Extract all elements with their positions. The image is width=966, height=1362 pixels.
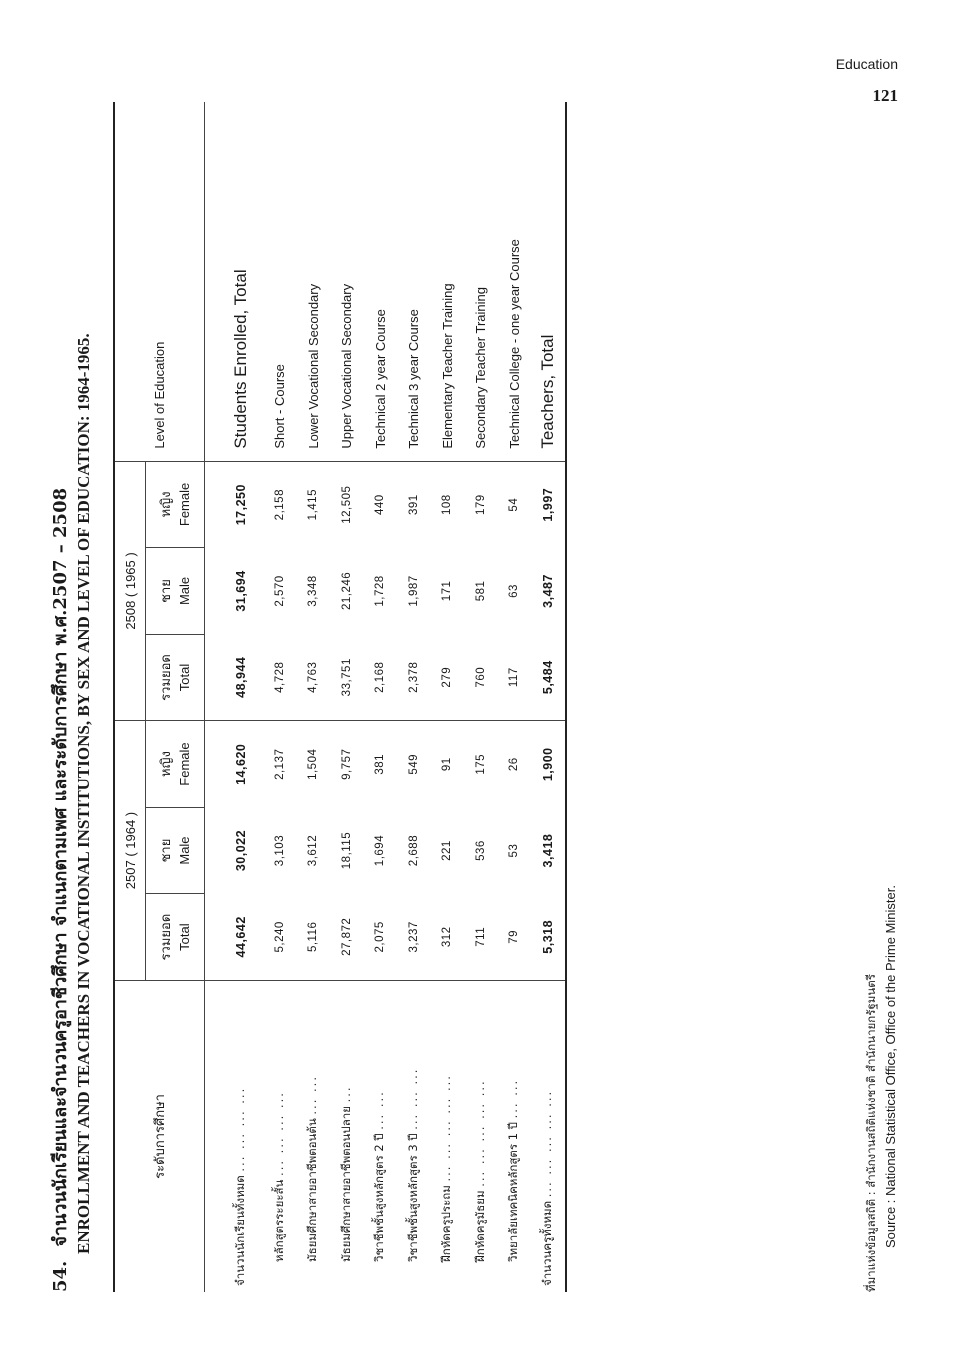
running-header: Education — [835, 56, 898, 72]
table-row: ฝึกหัดครูมัธยม ... ... ... ... ... 711 536 175 760 581 179 Secondary Teacher Training — [464, 102, 498, 1292]
column-header-level-of-education: Level of Education — [114, 102, 205, 461]
table-row: มัธยมศึกษาสายอาชีพตอนต้น ... ... 5,116 3,612 1,504 4,763 3,348 1,415 Lower Vocational Secondary — [297, 102, 331, 1292]
table-row: หลักสูตรระยะสั้น ... ... ... ... 5,240 3,103 2,137 4,728 2,570 2,158 Short - Course — [263, 102, 297, 1292]
source-thai: ที่มาแห่งข้อมูลสถิติ : สำนักงานสถิติแห่งชาติ สำนักนายกรัฐมนตรี — [864, 974, 878, 1292]
table-row: จำนวนครูทั้งหมด ... ... ... ... ... 5,318 3,418 1,900 5,484 3,487 1,997 Teachers, Total — [531, 102, 566, 1292]
title-thai: จำนวนนักเรียนและจำนวนครูอาชีวศึกษา จำแนกตามเพศ และระดับการศึกษา พ.ศ.2507 – 2508 — [50, 487, 71, 1247]
subheader-total-1965: รวมยอด Total — [146, 634, 205, 721]
year-header-1965: 2508 ( 1965 ) — [114, 461, 146, 721]
table-row: วิชาชีพชั้นสูงหลักสูตร 3 ปี ... ... ... 3,237 2,688 549 2,378 1,987 391 Technical 3 year Course — [397, 102, 431, 1292]
table-title — [45, 72, 94, 1292]
table-row: ฝึกหัดครูประถม ... ... ... ... ... 312 221 91 279 171 108 Elementary Teacher Training — [431, 102, 465, 1292]
subheader-female-1964: หญิง Female — [146, 721, 205, 808]
column-header-thai-level: ระดับการศึกษา — [114, 980, 205, 1292]
table-body — [205, 102, 566, 1292]
table-row: วิทยาลัยเทคนิคหลักสูตร 1 ปี ... ... 79 53 26 117 63 54 Technical College - one year Course — [498, 102, 532, 1292]
enrollment-table — [113, 102, 567, 1292]
source-english: Source : National Statistical Office, Office of the Prime Minister. — [883, 885, 898, 1248]
rotated-table-page — [43, 62, 913, 1302]
table-row: จำนวนนักเรียนทั้งหมด ... ... ... ... 44,642 30,022 14,620 48,944 31,694 17,250 Students Enrolled, Total — [205, 102, 264, 1292]
title-english: ENROLLMENT AND TEACHERS IN VOCATIONAL INSTITUTIONS, BY SEX AND LEVEL OF EDUCATION: 1964-1965. — [74, 333, 93, 1254]
subheader-total-1964: รวมยอด Total — [146, 894, 205, 981]
table-number: 54. — [50, 1260, 71, 1292]
subheader-male-1964: ชาย Male — [146, 807, 205, 894]
year-header-1964: 2507 ( 1964 ) — [114, 721, 146, 981]
table-row: มัธยมศึกษาสายอาชีพตอนปลาย ... 27,872 18,115 9,757 33,751 21,246 12,505 Upper Vocational Secondary — [330, 102, 364, 1292]
table-row: วิชาชีพชั้นสูงหลักสูตร 2 ปี ... ... 2,075 1,694 381 2,168 1,728 440 Technical 2 year Course — [364, 102, 398, 1292]
subheader-male-1965: ชาย Male — [146, 548, 205, 635]
page-number: 121 — [872, 86, 898, 105]
subheader-female-1965: หญิง Female — [146, 461, 205, 548]
table-source-note — [863, 885, 898, 1292]
